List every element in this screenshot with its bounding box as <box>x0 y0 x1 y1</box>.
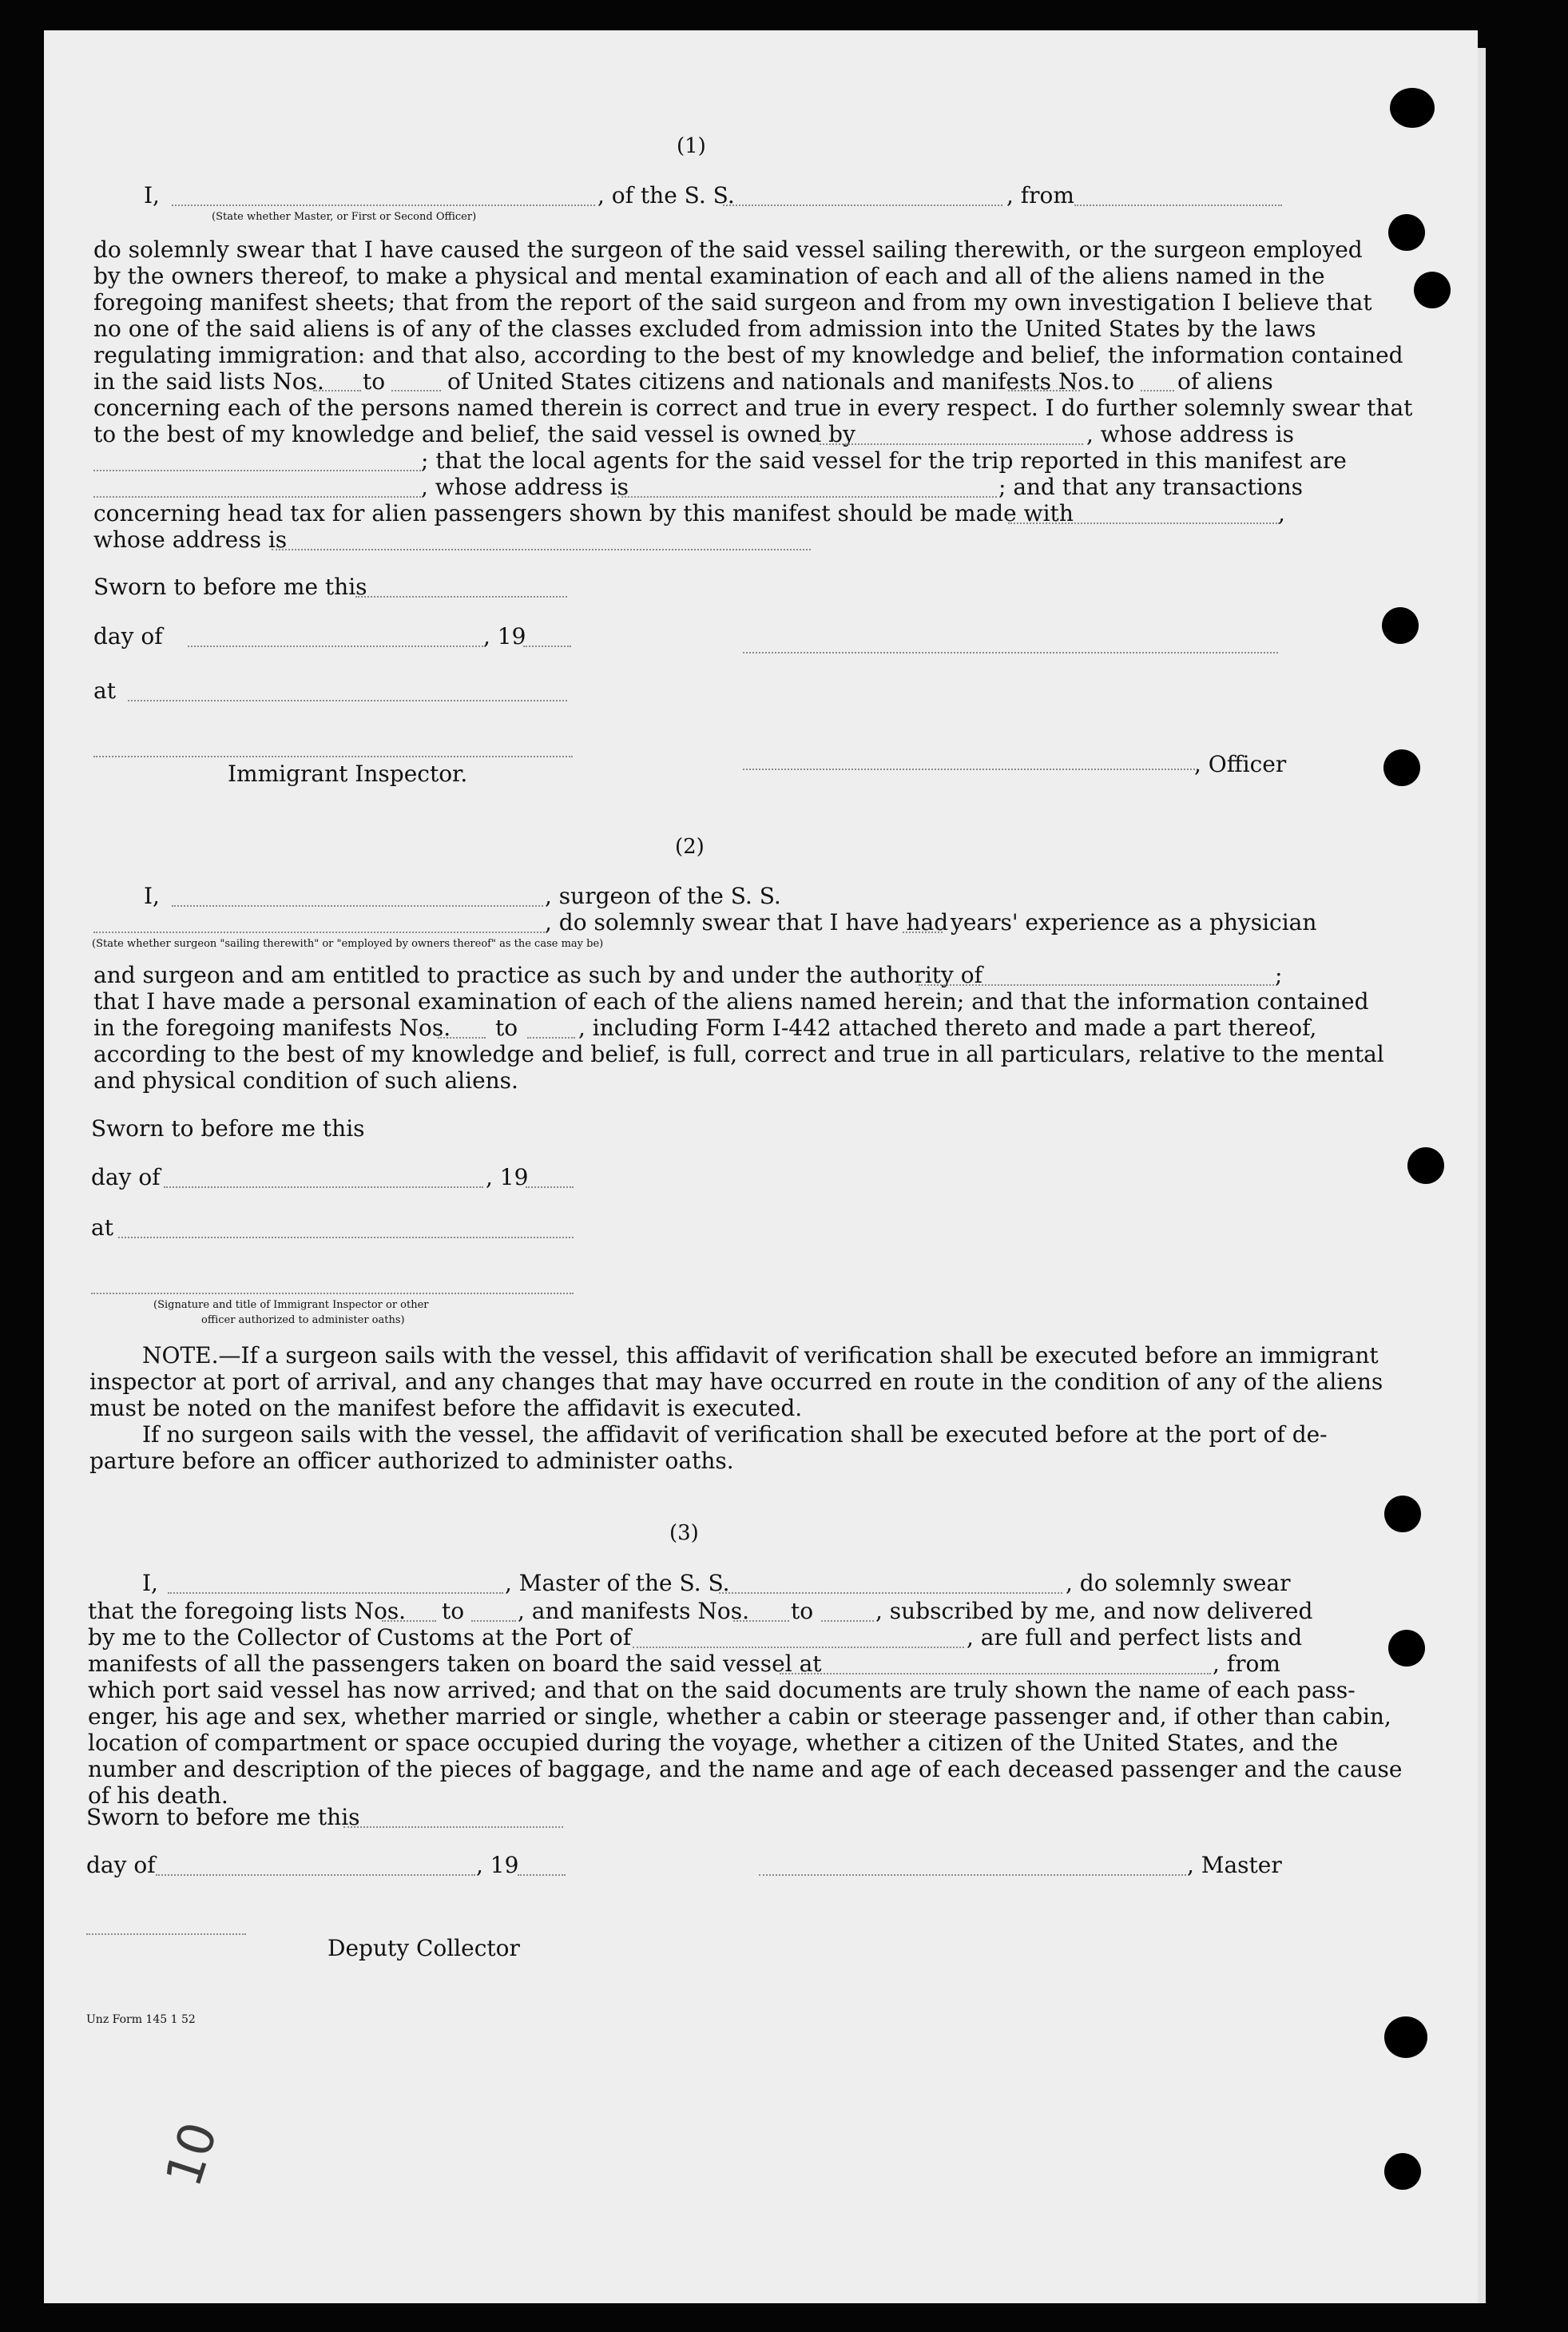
s1-text-line: ; and that any transactions <box>998 474 1304 500</box>
s3-lists-from-field[interactable] <box>382 1620 436 1622</box>
s2-surgeon-of-ss: , surgeon of the S. S. <box>545 883 781 909</box>
binder-hole <box>1388 214 1425 251</box>
s3-day-of: day of <box>86 1852 156 1878</box>
s2-signature-note: officer authorized to administer oaths) <box>201 1314 405 1326</box>
s1-sworn: Sworn to before me this <box>93 574 367 600</box>
s1-to: to <box>1112 368 1135 395</box>
s1-year: , 19 <box>483 623 526 650</box>
s1-text-line: do solemnly swear that I have caused the surgeon of the said vessel sailing therewith, or the surgeon employed <box>93 236 1363 263</box>
s3-text-line: that the foregoing lists Nos. <box>88 1598 407 1624</box>
s1-text-line: to the best of my knowledge and belief, the said vessel is owned by <box>93 421 855 447</box>
s2-surgeon-name-field[interactable] <box>172 905 543 907</box>
s3-lists-to-field[interactable] <box>471 1620 516 1622</box>
s3-text-line: , from <box>1213 1651 1280 1677</box>
s2-text-line: ; <box>1275 962 1283 988</box>
s3-to: to <box>442 1598 465 1624</box>
note-text: must be noted on the manifest before the affidavit is executed. <box>89 1395 803 1421</box>
handwritten-page-number: 10 <box>153 2115 229 2194</box>
section-2-number: (2) <box>675 835 705 859</box>
binder-hole <box>1384 2016 1427 2058</box>
s1-rank-field[interactable] <box>172 205 595 206</box>
s3-day-field[interactable] <box>156 1874 475 1876</box>
binder-hole <box>1388 1630 1425 1667</box>
s3-text-line: , subscribed by me, and now delivered <box>875 1598 1313 1624</box>
s1-text-line: by the owners thereof, to make a physical and mental examination of each and all of the aliens named in the <box>93 263 1325 289</box>
s1-to: to <box>363 368 386 395</box>
page-edge <box>1478 48 1486 2303</box>
s1-text-line: foregoing manifest sheets; that from the report of the said surgeon and from my own investigation I believe that <box>93 289 1372 316</box>
s2-signature-note: (Signature and title of Immigrant Inspector or other <box>153 1299 429 1311</box>
s2-signature-field[interactable] <box>91 1293 574 1294</box>
s2-text-line: , including Form I-442 attached thereto and made a part thereof, <box>578 1015 1317 1041</box>
s1-at: at <box>93 677 116 704</box>
s3-text-line: , and manifests Nos. <box>518 1598 750 1624</box>
s1-at-field[interactable] <box>128 700 567 701</box>
s3-deputy-collector: Deputy Collector <box>327 1935 520 1961</box>
s3-text-line: by me to the Collector of Customs at the Port of <box>88 1624 632 1651</box>
s3-boarding-port-field[interactable] <box>780 1673 1211 1675</box>
s1-day-field[interactable] <box>188 646 483 647</box>
s1-text-line: whose address is <box>93 526 288 553</box>
s3-text-line: enger, his age and sex, whether married or single, whether a cabin or steerage passenger and, if other than cabin, <box>88 1703 1391 1730</box>
s2-text-line: in the foregoing manifests Nos. <box>93 1015 451 1041</box>
s1-agents-field[interactable] <box>93 496 421 498</box>
note-text: parture before an officer authorized to administer oaths. <box>89 1448 734 1474</box>
binder-hole <box>1414 272 1451 308</box>
s3-text-line: manifests of all the passengers taken on board the said vessel at <box>88 1651 822 1677</box>
s1-text-line: ; that the local agents for the said vessel for the trip reported in this manifest are <box>421 447 1347 474</box>
s3-master-signature-field[interactable] <box>759 1874 1186 1876</box>
s2-authority-field[interactable] <box>919 984 1274 986</box>
note-text: NOTE.—If a surgeon sails with the vessel, this affidavit of verification shall be executed before an immigrant <box>142 1342 1379 1369</box>
s1-lists-from-field[interactable] <box>313 390 361 391</box>
s2-text-line: , do solemnly swear that I have had <box>545 909 949 936</box>
s1-manifests-to-field[interactable] <box>1141 390 1174 391</box>
section-1-number: (1) <box>677 134 706 158</box>
s1-i: I, <box>144 182 160 209</box>
s3-port-field[interactable] <box>633 1647 964 1648</box>
s2-surgeon-note: (State whether surgeon "sailing therewith" or "employed by owners thereof" as the case may be) <box>92 938 604 950</box>
s1-from: , from <box>1006 182 1074 209</box>
s1-owner-address-field[interactable] <box>93 470 421 471</box>
binder-hole <box>1384 2153 1421 2190</box>
binder-hole <box>1382 607 1419 644</box>
s3-deputy-signature-field[interactable] <box>86 1933 246 1935</box>
s1-text-line: concerning head tax for alien passengers shown by this manifest should be made with <box>93 500 1074 526</box>
binder-hole <box>1383 749 1420 786</box>
s1-signature-field[interactable] <box>743 652 1278 654</box>
s3-manifests-to-field[interactable] <box>821 1620 874 1622</box>
s1-rank-note: (State whether Master, or First or Second Officer) <box>212 211 477 223</box>
s3-text-line: location of compartment or space occupied during the voyage, whether a citizen of the United States, and the <box>88 1730 1339 1756</box>
s3-year: , 19 <box>476 1852 519 1878</box>
s1-text-line: , <box>1278 500 1285 526</box>
form-number: Unz Form 145 1 52 <box>86 2013 196 2026</box>
s2-text-line: and physical condition of such aliens. <box>93 1067 518 1094</box>
s3-manifests-from-field[interactable] <box>733 1620 789 1622</box>
s2-years-field[interactable] <box>903 932 943 933</box>
s1-text-line: regulating immigration: and that also, according to the best of my knowledge and belief, the information contained <box>93 342 1403 368</box>
binder-hole <box>1384 1496 1421 1532</box>
s3-text-line: , are full and perfect lists and <box>967 1624 1303 1651</box>
s1-text-line: concerning each of the persons named therein is correct and true in every respect. I do further solemnly swear that <box>93 395 1413 421</box>
s1-day-of: day of <box>93 623 163 650</box>
s2-sworn: Sworn to before me this <box>91 1115 365 1142</box>
s3-master-name-field[interactable] <box>168 1592 503 1594</box>
s1-manifests-from-field[interactable] <box>1008 390 1080 391</box>
s1-headtax-field[interactable] <box>1008 522 1280 524</box>
s1-agents-address-field[interactable] <box>617 496 997 498</box>
s1-inspector-signature-field[interactable] <box>93 756 573 757</box>
s2-text-line: that I have made a personal examination of each of the aliens named herein; and that the information contained <box>93 988 1369 1015</box>
s2-surgeon-kind-field[interactable] <box>93 932 545 933</box>
s3-sworn-field[interactable] <box>343 1826 563 1828</box>
s2-year-field[interactable] <box>526 1186 574 1188</box>
s3-vessel-field[interactable] <box>719 1592 1062 1594</box>
s3-master-of-ss: , Master of the S. S. <box>505 1570 730 1596</box>
s1-text-line: no one of the said aliens is of any of the classes excluded from admission into the United States by the laws <box>93 316 1316 342</box>
s1-text-line: , whose address is <box>1086 421 1294 447</box>
s1-year-field[interactable] <box>523 646 571 647</box>
s1-text-line: , whose address is <box>421 474 629 500</box>
s1-from-field[interactable] <box>1074 205 1282 206</box>
section-3-number: (3) <box>669 1521 699 1545</box>
s1-headtax-address-field[interactable] <box>272 549 811 550</box>
s2-text-line: according to the best of my knowledge and belief, is full, correct and true in all particulars, relative to the mental <box>93 1041 1384 1067</box>
s2-text-line: years' experience as a physician <box>951 909 1317 936</box>
s1-text-line: in the said lists Nos. <box>93 368 324 395</box>
note-text: If no surgeon sails with the vessel, the affidavit of verification shall be executed before at the port of de- <box>142 1421 1328 1448</box>
s2-at: at <box>91 1214 113 1241</box>
s1-text-line: of United States citizens and nationals and manifests Nos. <box>447 368 1110 395</box>
s1-owner-field[interactable] <box>820 443 1083 445</box>
s1-of-ss: , of the S. S. <box>597 182 735 209</box>
note-text: inspector at port of arrival, and any changes that may have occurred en route in the condition of any of the aliens <box>89 1369 1383 1395</box>
s3-master: , Master <box>1187 1852 1282 1878</box>
binder-hole <box>1407 1147 1444 1184</box>
s3-i: I, <box>142 1570 158 1596</box>
s1-officer: , Officer <box>1194 751 1287 777</box>
s3-year-field[interactable] <box>518 1874 566 1876</box>
s3-text-line: which port said vessel has now arrived; and that on the said documents are truly shown the name of each pass- <box>88 1677 1356 1703</box>
s2-text-line: and surgeon and am entitled to practice as such by and under the authority of <box>93 962 982 988</box>
s3-swear: , do solemnly swear <box>1066 1570 1291 1596</box>
s1-immigrant-inspector: Immigrant Inspector. <box>228 761 468 787</box>
s3-text-line: number and description of the pieces of baggage, and the name and age of each deceased passenger and the cause <box>88 1756 1403 1782</box>
s3-sworn: Sworn to before me this <box>86 1804 360 1830</box>
s2-day-field[interactable] <box>164 1186 483 1188</box>
s1-sworn-field[interactable] <box>355 596 567 598</box>
s2-i: I, <box>144 883 160 909</box>
s3-text-line: of his death. <box>88 1782 228 1809</box>
s1-text-line: of aliens <box>1177 368 1273 395</box>
s3-to: to <box>791 1598 814 1624</box>
s1-lists-to-field[interactable] <box>391 390 441 391</box>
binder-hole <box>1390 88 1435 128</box>
s2-year: , 19 <box>486 1164 529 1190</box>
s1-vessel-field[interactable] <box>723 205 1002 206</box>
s2-to: to <box>495 1015 518 1041</box>
s2-manifests-from-field[interactable] <box>438 1037 486 1039</box>
s2-manifests-to-field[interactable] <box>527 1037 575 1039</box>
s1-officer-field[interactable] <box>743 769 1198 770</box>
s2-at-field[interactable] <box>118 1237 574 1238</box>
s2-day-of: day of <box>91 1164 161 1190</box>
